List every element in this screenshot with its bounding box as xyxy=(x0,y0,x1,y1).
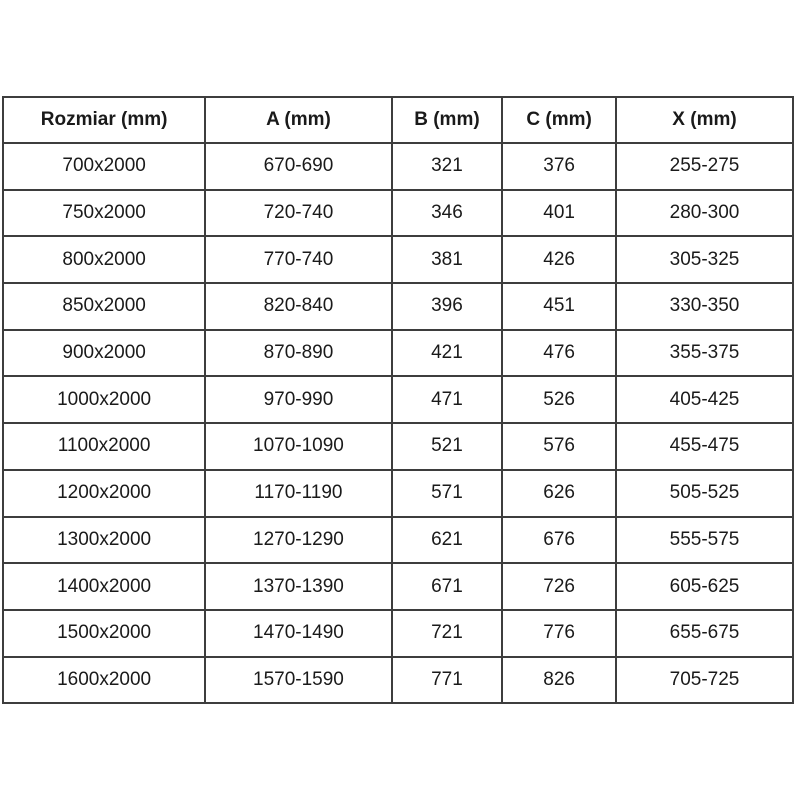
table-cell: 576 xyxy=(502,423,616,470)
table-cell: 381 xyxy=(392,236,503,283)
table-cell: 305-325 xyxy=(616,236,793,283)
table-row xyxy=(3,283,793,330)
column-header: Rozmiar (mm) xyxy=(3,97,205,143)
table-cell: 421 xyxy=(392,330,503,377)
table-row xyxy=(3,657,793,704)
table-cell: 1570-1590 xyxy=(205,657,391,704)
table-cell: 1100x2000 xyxy=(3,423,205,470)
table-cell: 355-375 xyxy=(616,330,793,377)
column-header: A (mm) xyxy=(205,97,391,143)
table-cell: 571 xyxy=(392,470,503,517)
table-body xyxy=(3,143,793,703)
table-cell: 676 xyxy=(502,517,616,564)
table-cell: 820-840 xyxy=(205,283,391,330)
table-cell: 726 xyxy=(502,563,616,610)
table-row xyxy=(3,423,793,470)
table-cell: 800x2000 xyxy=(3,236,205,283)
table-cell: 1200x2000 xyxy=(3,470,205,517)
table-cell: 826 xyxy=(502,657,616,704)
size-table-container xyxy=(2,96,794,703)
column-header: X (mm) xyxy=(616,97,793,143)
table-cell: 1170-1190 xyxy=(205,470,391,517)
table-cell: 1370-1390 xyxy=(205,563,391,610)
table-row xyxy=(3,610,793,657)
table-cell: 330-350 xyxy=(616,283,793,330)
table-cell: 255-275 xyxy=(616,143,793,190)
table-cell: 605-625 xyxy=(616,563,793,610)
table-cell: 1270-1290 xyxy=(205,517,391,564)
table-cell: 526 xyxy=(502,376,616,423)
table-cell: 555-575 xyxy=(616,517,793,564)
table-row xyxy=(3,517,793,564)
table-cell: 870-890 xyxy=(205,330,391,377)
table-row xyxy=(3,190,793,237)
table-row xyxy=(3,236,793,283)
table-row xyxy=(3,143,793,190)
table-cell: 401 xyxy=(502,190,616,237)
table-row xyxy=(3,470,793,517)
table-row xyxy=(3,563,793,610)
table-cell: 670-690 xyxy=(205,143,391,190)
table-cell: 621 xyxy=(392,517,503,564)
table-cell: 655-675 xyxy=(616,610,793,657)
table-cell: 776 xyxy=(502,610,616,657)
table-cell: 426 xyxy=(502,236,616,283)
table-cell: 321 xyxy=(392,143,503,190)
table-cell: 346 xyxy=(392,190,503,237)
table-cell: 705-725 xyxy=(616,657,793,704)
table-cell: 1000x2000 xyxy=(3,376,205,423)
table-cell: 970-990 xyxy=(205,376,391,423)
table-cell: 750x2000 xyxy=(3,190,205,237)
table-cell: 626 xyxy=(502,470,616,517)
table-cell: 476 xyxy=(502,330,616,377)
table-cell: 405-425 xyxy=(616,376,793,423)
table-cell: 1500x2000 xyxy=(3,610,205,657)
column-header: C (mm) xyxy=(502,97,616,143)
table-cell: 770-740 xyxy=(205,236,391,283)
table-cell: 376 xyxy=(502,143,616,190)
table-cell: 280-300 xyxy=(616,190,793,237)
header-row xyxy=(3,97,793,143)
table-cell: 1070-1090 xyxy=(205,423,391,470)
table-cell: 771 xyxy=(392,657,503,704)
table-row xyxy=(3,330,793,377)
table-cell: 850x2000 xyxy=(3,283,205,330)
table-row xyxy=(3,376,793,423)
table-cell: 721 xyxy=(392,610,503,657)
table-cell: 396 xyxy=(392,283,503,330)
table-cell: 451 xyxy=(502,283,616,330)
column-header: B (mm) xyxy=(392,97,503,143)
table-cell: 1300x2000 xyxy=(3,517,205,564)
table-cell: 1600x2000 xyxy=(3,657,205,704)
table-cell: 471 xyxy=(392,376,503,423)
table-cell: 1470-1490 xyxy=(205,610,391,657)
table-cell: 700x2000 xyxy=(3,143,205,190)
table-cell: 671 xyxy=(392,563,503,610)
table-cell: 521 xyxy=(392,423,503,470)
table-cell: 505-525 xyxy=(616,470,793,517)
table-cell: 720-740 xyxy=(205,190,391,237)
table-cell: 455-475 xyxy=(616,423,793,470)
table-cell: 1400x2000 xyxy=(3,563,205,610)
size-table xyxy=(2,96,794,704)
table-cell: 900x2000 xyxy=(3,330,205,377)
